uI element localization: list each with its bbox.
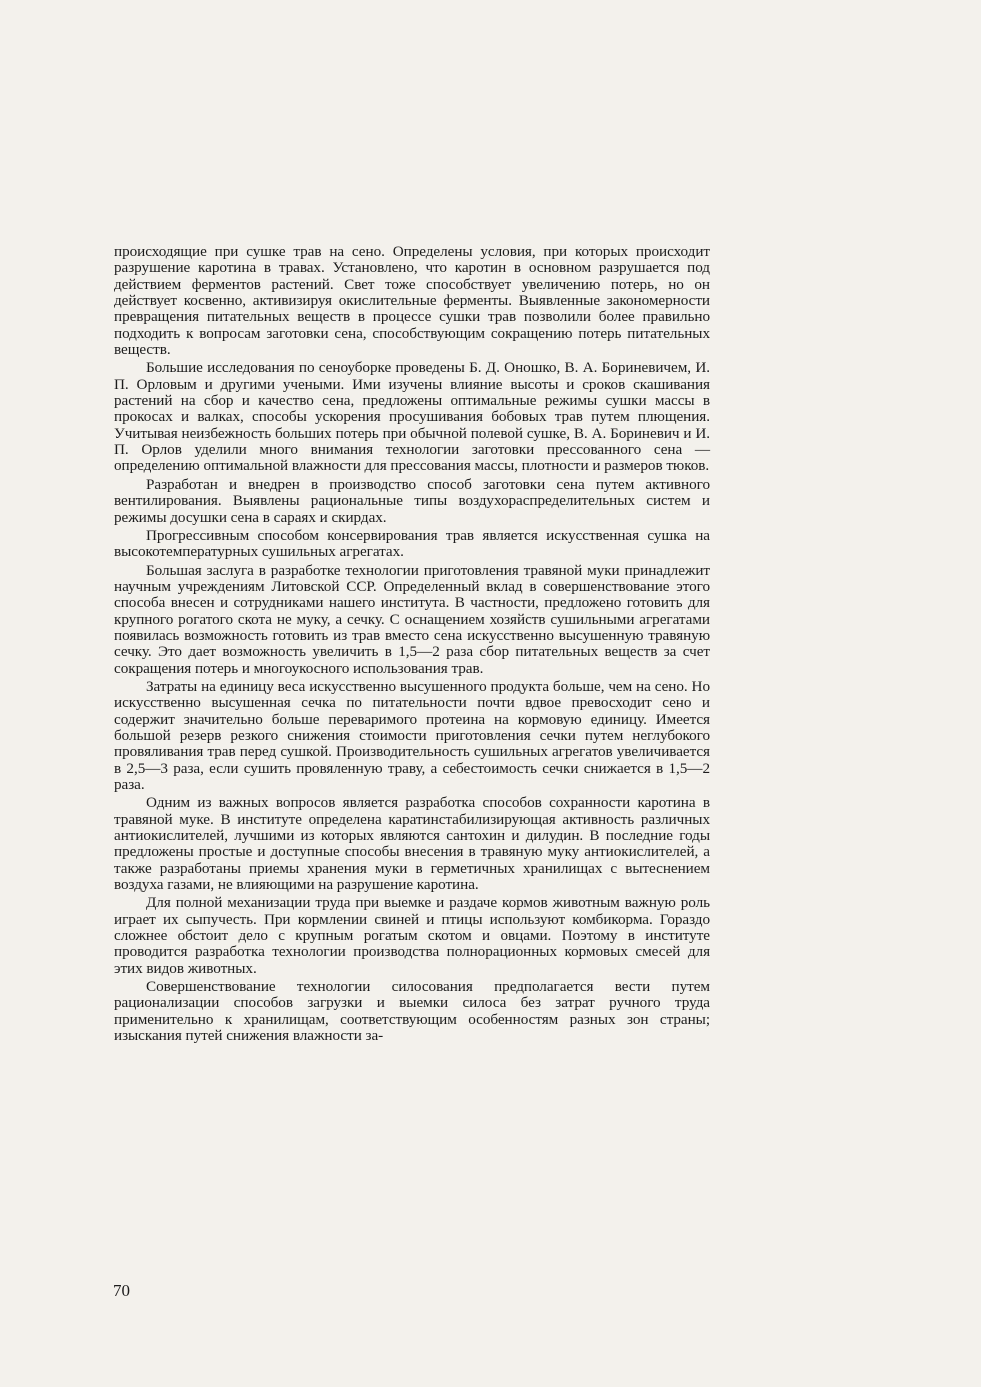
paragraph-7: Одним из важных вопросов является разработка способов сохранности каротина в травяной муке. В институте определена каратинстабилизирующая активность различных антиокислителей, лучшими из которых являются сантохин и дилудин. В последние годы предложены простые и доступные способы внесения в травяную муку антиокислителей, а также разработаны приемы хранения муки в герметичных хранилищах с вытеснением воздуха газами, не влияющими на разрушение каротина. (114, 794, 710, 894)
paragraph-4: Прогрессивным способом консервирования трав является искусственная сушка на высокотемпературных сушильных агрегатах. (114, 526, 710, 561)
body-text (114, 244, 710, 1045)
paragraph-5: Большая заслуга в разработке технологии приготовления травяной муки принадлежит научным учреждениям Литовской ССР. Определенный вклад в совершенствование этого способа внесен и сотрудниками нашего института. В частности, предложено готовить для крупного рогатого скота не муку, а сечку. С оснащением хозяйств сушильными агрегатами появилась возможность готовить из трав вместо сена искусственно высушенную травяную сечку. Это дает возможность увеличить в 1,5—2 раза сбор питательных веществ за счет сокращения потерь и многоукосного использования трав. (114, 561, 710, 677)
paragraph-8: Для полной механизации труда при выемке и раздаче кормов животным важную роль играет их сыпучесть. При кормлении свиней и птицы используют комбикорма. Гораздо сложнее обстоит дело с крупным рогатым скотом и овцами. Поэтому в институте проводится разработка технологии производства полнорационных кормовых смесей для этих видов животных. (114, 894, 710, 977)
page-number: 70 (113, 1281, 130, 1300)
paragraph-2: Большие исследования по сеноуборке проведены Б. Д. Оношко, В. А. Бориневичем, И. П. Орловым и другими учеными. Ими изучены влияние высоты и сроков скашивания растений на сбор и качество сена, предложены оптимальные режимы сушки массы в прокосах и валках, способы ускорения просушивания бобовых трав путем плющения. Учитывая неизбежность больших потерь при обычной полевой сушке, В. А. Бориневич и И. П. Орлов уделили много внимания технологии заготовки прессованного сена — определению оптимальной влажности для прессования массы, плотности и размеров тюков. (114, 359, 710, 475)
paragraph-1: происходящие при сушке трав на сено. Определены условия, при которых происходит разрушение каротина в травах. Установлено, что каротин в основном разрушается под действием ферментов растений. Свет тоже способствует увеличению потерь, но он действует косвенно, активизируя окислительные ферменты. Выявленные закономерности превращения питательных веществ в процессе сушки трав позволили более правильно подходить к вопросам заготовки сена, способствующим сокращению потерь питательных веществ. (114, 243, 710, 359)
paragraph-9: Совершенствование технологии силосования предполагается вести путем рационализации способов загрузки и выемки силоса без затрат ручного труда применительно к хранилищам, соответствующим особенностям разных зон страны; изыскания путей снижения влажности за- (114, 978, 710, 1045)
paragraph-3: Разработан и внедрен в производство способ заготовки сена путем активного вентилирования. Выявлены рациональные типы воздухораспределительных систем и режимы досушки сена в сараях и скирдах. (114, 475, 710, 526)
paragraph-6: Затраты на единицу веса искусственно высушенного продукта больше, чем на сено. Но искусственно высушенная сечка по питательности почти вдвое превосходит сено и содержит значительно больше переваримого протеина на кормовую единицу. Имеется большой резерв резкого снижения стоимости приготовления сечки путем неглубокого провяливания трав перед сушкой. Производительность сушильных агрегатов увеличивается в 2,5—3 раза, если сушить провяленную траву, а себестоимость сечки снижается в 1,5—2 раза. (114, 677, 710, 793)
